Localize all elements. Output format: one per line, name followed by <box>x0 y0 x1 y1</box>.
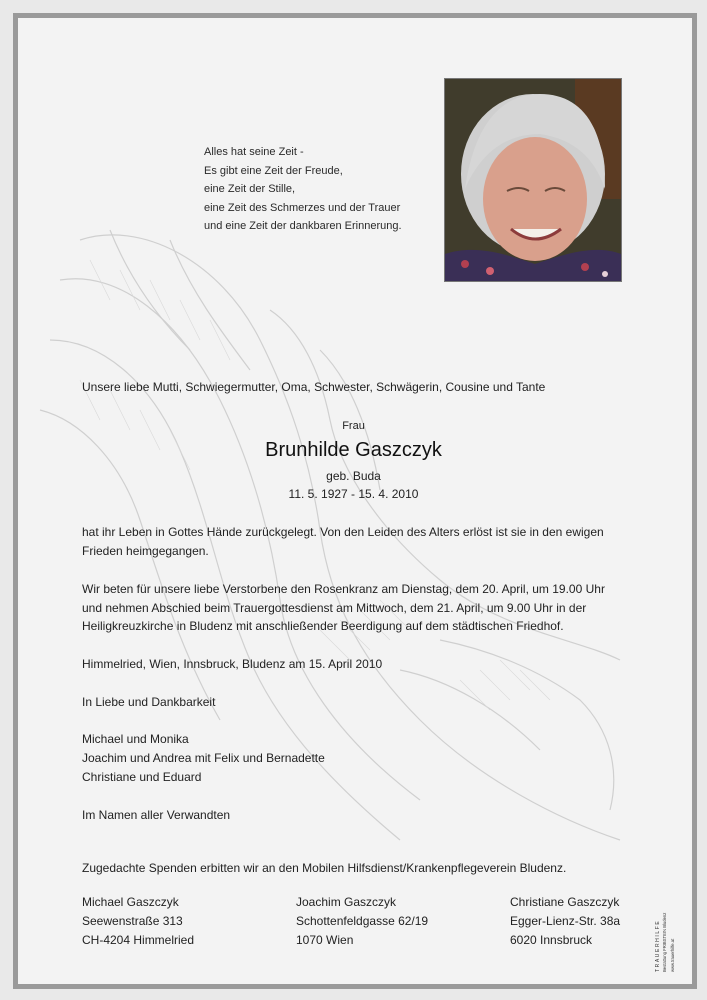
poem-line: eine Zeit des Schmerzes und der Trauer <box>204 201 401 214</box>
brand-line: www.trauerhilfe.at <box>670 938 675 972</box>
relatives-line: Im Namen aller Verwandten <box>82 808 231 822</box>
address-city: CH-4204 Himmelried <box>82 933 195 947</box>
intro-text: Unsere liebe Mutti, Schwiegermutter, Oma, Schwester, Schwägerin, Cousine und Tante <box>82 380 546 394</box>
poem <box>204 143 402 236</box>
closing-line: In Liebe und Dankbarkeit <box>82 695 216 709</box>
life-dates: 11. 5. 1927 - 15. 4. 2010 <box>288 487 419 501</box>
address-name: Christiane Gaszczyk <box>510 895 620 909</box>
portrait-image <box>445 79 621 281</box>
family-line: Michael und Monika <box>82 732 189 746</box>
address-city: 1070 Wien <box>296 933 354 947</box>
address-block <box>82 893 194 950</box>
address-city: 6020 Innsbruck <box>510 933 593 947</box>
poem-line: Es gibt eine Zeit der Freude, <box>204 164 343 177</box>
place-date: Himmelried, Wien, Innsbruck, Bludenz am 15. April 2010 <box>82 657 383 671</box>
funeral-home-logo <box>651 880 681 975</box>
birth-name: geb. Buda <box>326 469 381 483</box>
brand-line: Bestattung FRIBSTEIN Bludenz <box>662 912 667 972</box>
address-name: Joachim Gaszczyk <box>296 895 397 909</box>
title-frau: Frau <box>342 420 365 432</box>
address-street: Egger-Lienz-Str. 38a <box>510 914 621 928</box>
paragraph-passing: hat ihr Leben in Gottes Hände zurückgelegt. Von den Leiden des Alters erlöst ist sie in den ewigen Frieden heimgegangen. <box>82 525 604 558</box>
address-street: Seewenstraße 313 <box>82 914 183 928</box>
brand-line: TRAUERHILFE <box>655 919 661 972</box>
family-line: Joachim und Andrea mit Felix und Bernadette <box>82 751 325 765</box>
family-line: Christiane und Eduard <box>82 770 202 784</box>
poem-line: eine Zeit der Stille, <box>204 183 296 195</box>
address-block <box>510 893 620 950</box>
deceased-name: Brunhilde Gaszczyk <box>265 439 442 461</box>
address-block <box>296 893 428 950</box>
paragraph-services: Wir beten für unsere liebe Verstorbene den Rosenkranz am Dienstag, dem 20. April, um 19.00 Uhr und nehmen Abschied beim Trauergottesdienst am Mittwoch, dem 21. April, um 9.00 Uhr in der Heiligkreuzkirche in Bludenz mit anschließender Beerdigung auf dem städtischen Friedhof. <box>82 582 605 633</box>
poem-line: und eine Zeit der dankbaren Erinnerung. <box>204 220 402 232</box>
address-name: Michael Gaszczyk <box>82 895 179 909</box>
donation-note: Zugedachte Spenden erbitten wir an den Mobilen Hilfsdienst/Krankenpflegeverein Bludenz. <box>82 861 567 875</box>
portrait-photo <box>444 78 622 282</box>
poem-line: Alles hat seine Zeit - <box>204 146 304 158</box>
address-street: Schottenfeldgasse 62/19 <box>296 914 429 928</box>
